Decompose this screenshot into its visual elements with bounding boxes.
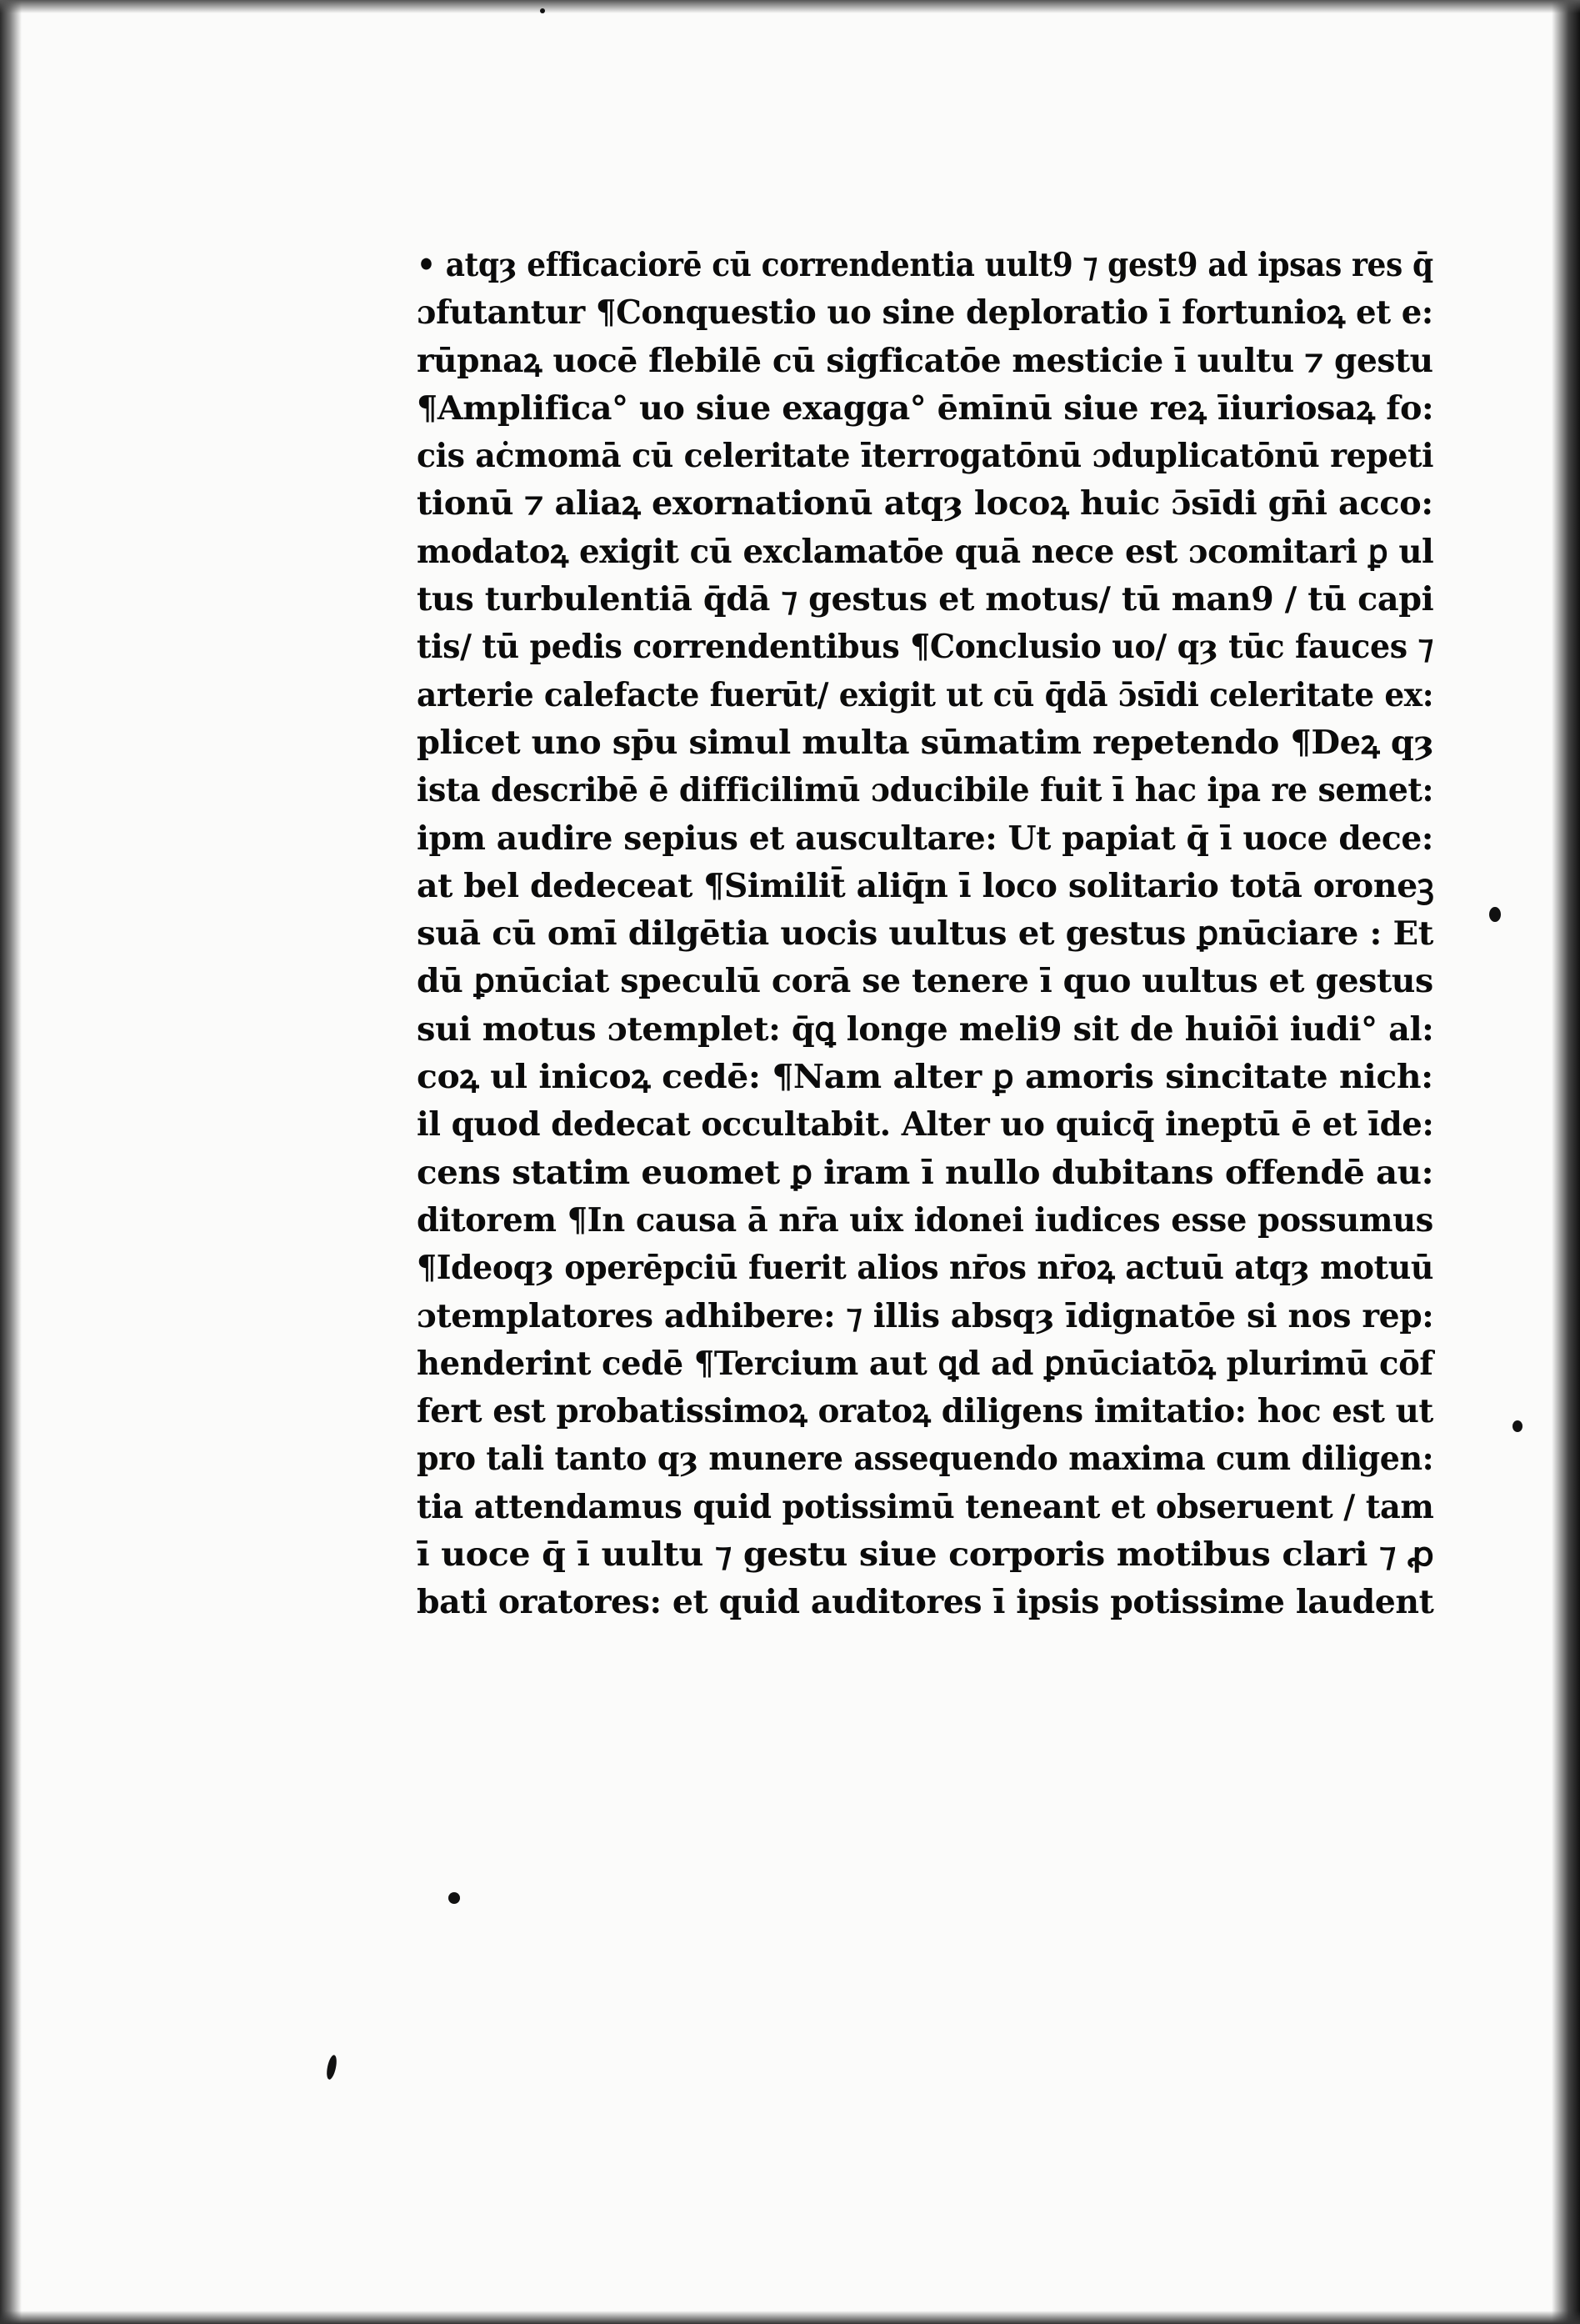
ink-speck [1512, 1420, 1522, 1432]
ink-speck [1489, 907, 1501, 922]
text-line: cens statim euomet ꝑ iram ī nullo dubitans offendē au: [417, 1153, 1434, 1192]
ink-speck [325, 2054, 338, 2080]
text-line: ¶Amplifica° uo siue exagga° ēmīnū siue reꝝ īiuriosaꝝ fo: [417, 388, 1434, 428]
text-line: • atqȝ efficaciorē cū correndentia uult9 ⁊ gest9 ad ipsas res q̄ [417, 246, 1433, 284]
ink-speck [448, 1892, 460, 1904]
text-line: arterie calefacte fuerūt/ exigit ut cū q̄dā ɔ̄sīdi celeritate ex: [417, 675, 1434, 714]
text-line: ɔtemplatores adhibere: ⁊ illis absqȝ īdignatōe si nos rep: [417, 1296, 1434, 1335]
ink-speck [540, 8, 545, 13]
scan-border-bottom [0, 2311, 1580, 2324]
text-line: tus turbulentiā q̄dā ⁊ gestus et motus/ tū man9 / tū capi [417, 580, 1434, 619]
text-line: coꝝ ul inicoꝝ cedē: ¶Nam alter ꝑ amoris sincitate nich: [417, 1058, 1433, 1097]
text-line: ista describē ē difficilimū ɔducibile fuit ī hac ipa re semet: [417, 771, 1434, 810]
text-line: bati oratores: et quid auditores ī ipsis potissime laudent [417, 1583, 1434, 1622]
text-line: dū ꝑnūciat speculū corā se tenere ī quo uultus et gestus [417, 962, 1433, 1001]
text-line: tia attendamus quid potissimū teneant et obseruent / tam [417, 1487, 1434, 1526]
text-line: cis aċmomā cū celeritate īterrogatōnū ɔduplicatōnū repeti [417, 437, 1434, 476]
text-line: fert est probatissimoꝝ oratoꝝ diligens imitatio: hoc est ut [417, 1392, 1433, 1431]
text-line: sui motus ɔtemplet: q̄ꝗ longe meli9 sit de huiōi iudi° al: [417, 1009, 1434, 1049]
text-line: tis/ tū pedis correndentibus ¶Conclusio uo/ qȝ tūc fauces ⁊ [417, 628, 1433, 667]
scan-border-left [0, 0, 22, 2324]
scan-border-top [0, 0, 1580, 13]
text-line: henderint cedē ¶Tercium aut ꝗd ad ꝑnūciatōꝝ plurimū cōf [417, 1344, 1433, 1383]
text-line: ipm audire sepius et auscultare: Ut papiat q̄ ī uoce dece: [417, 819, 1433, 858]
text-line: ɔfutantur ¶Conquestio uo sine deploratio ī fortunioꝝ et e: [417, 293, 1433, 333]
text-line: pro tali tanto qȝ munere assequendo maxima cum diligen: [417, 1440, 1434, 1479]
text-line: rūpnaꝝ uocē flebilē cū sigficatōe mesticie ī uultu ⁊ gestu [417, 341, 1433, 380]
text-line: ī uoce q̄ ī uultu ⁊ gestu siue corporis motibus clari ⁊ ꝓ [417, 1535, 1434, 1575]
text-line: il quod dedecat occultabit. Alter uo quicq̄ ineptū ē et īde: [417, 1105, 1434, 1144]
text-line: modatoꝝ exigit cū exclamatōe quā nece est ɔcomitari ꝑ ul [417, 532, 1434, 571]
text-line: tionū ⁊ aliaꝝ exornationū atqȝ locoꝝ huic ɔ̄sīdi gn̄i acco: [417, 484, 1433, 523]
text-line: plicet uno sp̄u simul multa sūmatim repetendo ¶Deꝝ qȝ [417, 723, 1434, 762]
text-line: ¶Ideoqȝ operēpciū fuerit alios nr̄os nr̄oꝝ actuū atqȝ motuū [417, 1249, 1434, 1288]
text-block [417, 242, 1442, 1627]
text-line: at bel dedeceat ¶Similit̄ aliq̄n ī loco solitario totā oroneꝫ [417, 866, 1434, 905]
text-line: ditorem ¶In causa ā nr̄a uix idonei iudices esse possumus [417, 1200, 1433, 1240]
scan-border-right [1552, 0, 1580, 2324]
text-line: suā cū omī dilgētia uocis uultus et gestus ꝑnūciare : Et [417, 914, 1433, 954]
